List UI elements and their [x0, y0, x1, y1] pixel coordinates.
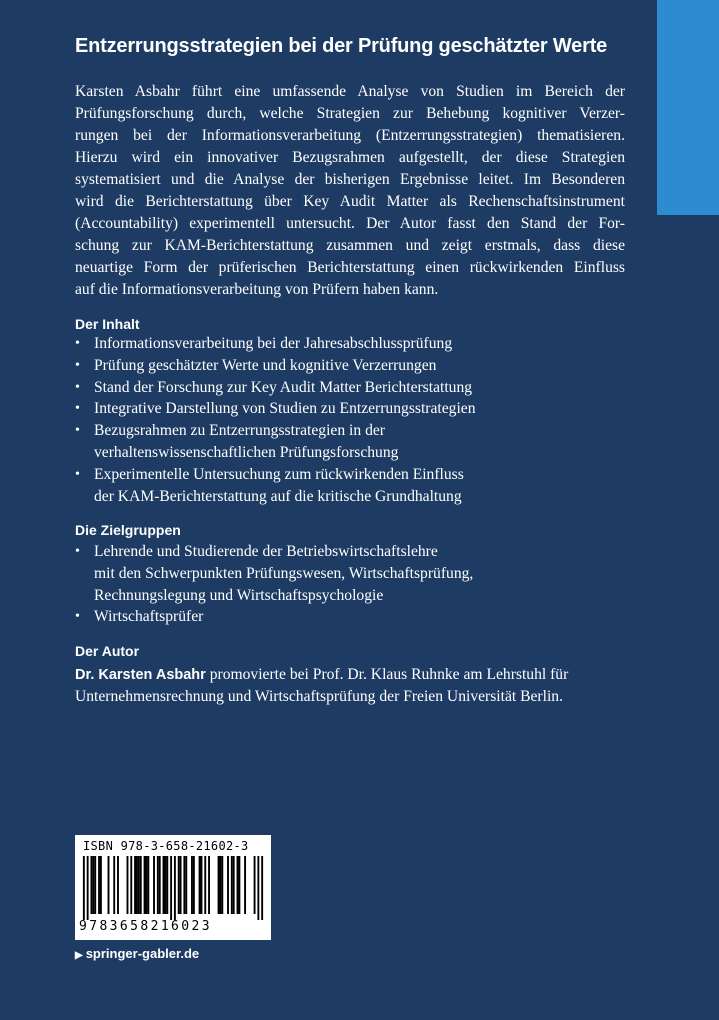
barcode-bar — [237, 856, 239, 914]
barcode-bar — [201, 856, 203, 914]
barcode-bar — [98, 856, 100, 914]
barcode-bar — [227, 856, 229, 914]
list-item-text: Bezugsrahmen zu Entzerrungsstrategien in der — [94, 422, 385, 440]
barcode-bar — [136, 856, 138, 914]
author-bio — [75, 664, 635, 708]
author-name: Dr. Karsten Asbahr — [75, 667, 206, 683]
barcode-bar — [244, 856, 246, 914]
intro-line: neuartige Form der prüferischen Berichterstattung einen rückwirkenden Einfluss — [75, 259, 625, 276]
publisher-url: springer-gabler.de — [85, 946, 200, 961]
barcode-bar — [163, 856, 165, 914]
barcode-bar — [164, 856, 166, 914]
intro-line: Karsten Asbahr führt eine umfassende Analyse von Studien im Bereich der — [75, 83, 625, 100]
list-item — [75, 377, 635, 399]
barcode-bar — [238, 856, 240, 914]
barcode-bar — [199, 856, 201, 914]
list-item — [75, 355, 635, 377]
barcode-bar — [193, 856, 195, 914]
barcode-bar — [208, 856, 210, 914]
barcode-bar — [233, 856, 235, 914]
heading-inhalt: Der Inhalt — [75, 316, 140, 332]
book-title: Entzerrungsstrategien bei der Prüfung geschätzter Werte — [75, 35, 608, 57]
accent-tab — [657, 0, 719, 215]
list-item-text: Informationsverarbeitung bei der Jahresabschlussprüfung — [94, 335, 453, 352]
barcode-bar — [144, 856, 146, 914]
barcode-bar — [87, 856, 89, 920]
barcode-bar — [254, 856, 256, 914]
barcode-bar — [140, 856, 142, 914]
barcode-bar — [219, 856, 221, 914]
heading-autor: Der Autor — [75, 643, 140, 659]
bullet-icon: • — [75, 423, 80, 439]
list-item — [75, 333, 635, 355]
barcode-bar — [174, 856, 176, 920]
barcode-bar — [170, 856, 172, 920]
barcode-bar — [221, 856, 223, 914]
list-item — [75, 541, 635, 606]
barcode-bar — [153, 856, 155, 914]
intro-line: Prüfungsforschung durch, welche Strategien zur Behebung kognitiver Verzer- — [75, 105, 625, 122]
list-item — [75, 420, 635, 464]
list-item-text: der KAM-Berichterstattung auf die kritische Grundhaltung — [94, 487, 462, 505]
author-bio-line2: Unternehmensrechnung und Wirtschaftsprüfung der Freien Universität Berlin. — [75, 688, 563, 705]
list-item-text: Prüfung geschätzter Werte und kognitive Verzerrungen — [94, 356, 437, 374]
barcode-bar — [204, 856, 206, 914]
bullet-icon: • — [75, 336, 80, 351]
intro-paragraph — [75, 81, 625, 301]
publisher-link[interactable] — [75, 946, 199, 961]
isbn-label: ISBN 978-3-658-21602-3 — [83, 839, 249, 853]
barcode-bar — [191, 856, 193, 914]
list-item — [75, 464, 635, 508]
barcode-bar — [180, 856, 182, 914]
bullet-icon: • — [75, 357, 80, 373]
intro-line: auf die Informationsverarbeitung von Prüfern haben kann. — [75, 281, 439, 298]
barcode-bar — [113, 856, 115, 914]
barcode-bar — [157, 856, 159, 914]
list-item-text: Experimentelle Untersuchung zum rückwirkenden Einfluss — [94, 465, 464, 483]
bullet-icon: • — [75, 379, 80, 395]
barcode-bar — [257, 856, 259, 920]
barcode-bar — [117, 856, 119, 914]
barcode-bar — [231, 856, 233, 914]
list-item — [75, 398, 635, 420]
barcode-bar — [218, 856, 220, 914]
list-item-text: Stand der Forschung zur Key Audit Matter Berichterstattung — [94, 378, 473, 396]
intro-line: rungen bei der Informationsverarbeitung (Entzerrungsstrategien) thematisieren. — [75, 127, 625, 144]
barcode-bar — [159, 856, 161, 914]
barcode-bar — [92, 856, 94, 914]
isbn-barcode — [75, 835, 271, 940]
intro-line: wird die Berichterstattung über Key Audit Matter als Rechenschaftsinstrument — [75, 193, 625, 210]
barcode-bar — [100, 856, 102, 914]
barcode-bar — [178, 856, 180, 914]
ean-digits: 9783658216023 — [79, 919, 212, 934]
bullet-icon: • — [75, 466, 80, 482]
barcode-bar — [108, 856, 110, 914]
list-item-text: Rechnungslegung und Wirtschaftspsychologie — [94, 586, 384, 604]
bullet-icon: • — [75, 544, 80, 559]
barcode-bar — [83, 856, 85, 920]
list-item-text: Wirtschaftsprüfer — [94, 608, 204, 626]
barcode-bar — [134, 856, 136, 914]
heading-zielgruppen: Die Zielgruppen — [75, 522, 181, 538]
intro-line: schung zur KAM-Berichterstattung zusammen und zeigt erstmals, dass diese — [75, 237, 625, 254]
barcode-bar — [261, 856, 263, 920]
intro-line: (Accountability) experimentell untersucht. Der Autor fasst den Stand der For- — [75, 215, 625, 232]
barcode-bar — [147, 856, 149, 914]
list-item-text: Lehrende und Studierende der Betriebswirtschaftslehre — [94, 543, 438, 560]
barcode-bar — [127, 856, 129, 914]
author-bio-line1: promovierte bei Prof. Dr. Klaus Ruhnke am Lehrstuhl für — [205, 666, 569, 683]
barcode-bar — [130, 856, 132, 914]
barcode-bar — [183, 856, 185, 914]
inhalt-list — [75, 333, 635, 507]
zielgruppen-list — [75, 541, 635, 628]
barcode-bars — [81, 856, 265, 920]
list-item-text: verhaltenswissenschaftlichen Prüfungsforschung — [94, 443, 399, 461]
list-item-text: mit den Schwerpunkten Prüfungswesen, Wirtschaftsprüfung, — [94, 564, 474, 582]
list-item-text: Integrative Darstellung von Studien zu Entzerrungsstrategien — [94, 400, 476, 418]
barcode-bar — [185, 856, 187, 914]
list-item — [75, 606, 635, 628]
barcode-bar — [90, 856, 92, 914]
bullet-icon: • — [75, 609, 80, 625]
intro-line: systematisiert und die Analyse der bisherigen Ergebnisse leitet. Im Besonderen — [75, 171, 625, 188]
arrow-right-icon: ▶ — [75, 950, 83, 961]
intro-line: Hierzu wird ein innovativer Bezugsrahmen aufgestellt, der diese Strategien — [75, 149, 625, 166]
barcode-bar — [94, 856, 96, 914]
bullet-icon: • — [75, 401, 80, 417]
barcode-bar — [145, 856, 147, 914]
barcode-bar — [138, 856, 140, 914]
barcode-bar — [166, 856, 168, 914]
